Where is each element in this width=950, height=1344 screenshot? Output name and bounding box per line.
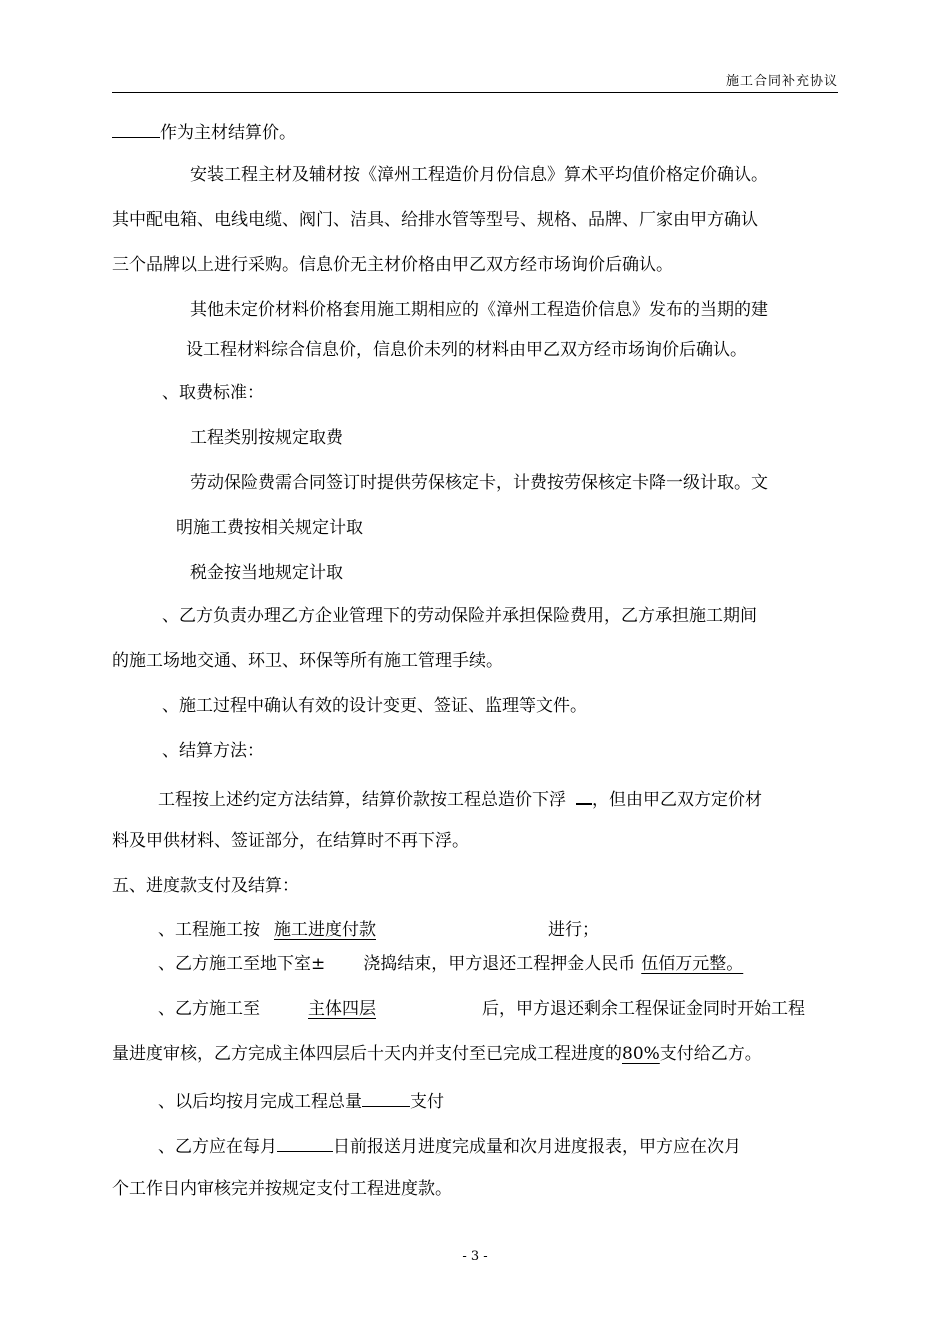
line-progress-review: [112, 1043, 762, 1065]
line-text: ，但由甲乙双方定价材: [592, 790, 762, 810]
line-basement-deposit: [158, 953, 743, 975]
line-fourth-floor-deposit: [158, 998, 805, 1020]
fill-blank: [112, 119, 160, 138]
line-brand-selection: 其中配电箱、电线电缆、阀门、洁具、给排水管等型号、规格、品牌、厂家由甲方确认: [112, 210, 758, 230]
running-header: 施工合同补充协议: [725, 74, 838, 89]
filled-value: 80%: [622, 1044, 660, 1064]
line-review-deadline: 个工作日内审核完并按规定支付工程进度款。: [112, 1179, 452, 1199]
line-text: 进行；: [548, 920, 599, 940]
line-project-category: 工程类别按规定取费: [190, 428, 343, 448]
line-settlement-exclusion: 料及甲供材料、签证部分，在结算时不再下浮。: [112, 831, 469, 851]
fill-blank: [576, 785, 592, 805]
line-tax: 税金按当地规定计取: [190, 563, 343, 583]
line-other-material-cont: 设工程材料综合信息价，信息价未列的材料由甲乙双方经市场询价后确认。: [186, 340, 747, 360]
line-text: 量进度审核，乙方完成主体四层后十天内并支付至已完成工程进度的: [112, 1044, 622, 1064]
line-text: 、工程施工按: [158, 920, 260, 940]
filled-blank: [260, 998, 482, 1020]
line-party-b-insurance: 、乙方负责办理乙方企业管理下的劳动保险并承担保险费用，乙方承担施工期间: [162, 606, 757, 626]
section-fee-standard: 、取费标准：: [162, 383, 264, 403]
line-text: 支付: [410, 1092, 444, 1112]
filled-blank: [260, 919, 548, 941]
header-divider: [112, 92, 838, 93]
filled-value: 伍佰万元整。: [641, 954, 744, 974]
line-other-material: 其他未定价材料价格套用施工期相应的《漳州工程造价信息》发布的当期的建: [190, 300, 768, 320]
line-text: 、乙方施工至地下室±: [158, 954, 326, 974]
line-payment-basis: [158, 919, 599, 941]
line-text: 、以后均按月完成工程总量: [158, 1092, 362, 1112]
section-settlement-method: 、结算方法：: [162, 741, 264, 761]
line-civilized-construction: 明施工费按相关规定计取: [176, 518, 363, 538]
filled-value: 主体四层: [308, 999, 376, 1019]
line-site-procedures: 的施工场地交通、环卫、环保等所有施工管理手续。: [112, 651, 503, 671]
line-settlement-discount: [158, 785, 762, 811]
line-text: 、乙方应在每月: [158, 1137, 277, 1157]
line-monthly-payment: [158, 1088, 444, 1113]
line-text: 支付给乙方。: [659, 1044, 762, 1064]
fill-blank: [362, 1088, 410, 1107]
line-text: 日前报送月进度完成量和次月进度报表，甲方应在次月: [333, 1137, 741, 1157]
line-install-material: 安装工程主材及辅材按《漳州工程造价月份信息》算术平均值价格定价确认。: [190, 165, 768, 185]
page-number: - 3 -: [462, 1249, 488, 1264]
section-progress-payment: 五、进度款支付及结算：: [112, 876, 299, 896]
line-labor-insurance: 劳动保险费需合同签订时提供劳保核定卡，计费按劳保核定卡降一级计取。文: [190, 473, 768, 493]
line-main-material-price: [112, 119, 296, 144]
line-brand-purchase: 三个品牌以上进行采购。信息价无主材价格由甲乙双方经市场询价后确认。: [112, 255, 673, 275]
line-text: 浇捣结束，甲方退还工程押金人民币: [363, 954, 636, 974]
line-design-changes: 、施工过程中确认有效的设计变更、签证、监理等文件。: [162, 696, 587, 716]
fill-blank: [277, 1133, 333, 1152]
line-text: 工程按上述约定方法结算，结算价款按工程总造价下浮: [158, 790, 566, 810]
filled-value: 施工进度付款: [274, 920, 376, 940]
line-text: 后，甲方退还剩余工程保证金同时开始工程: [482, 999, 805, 1019]
line-monthly-report: [158, 1133, 741, 1158]
line-text: 作为主材结算价。: [160, 123, 296, 143]
line-text: 、乙方施工至: [158, 999, 260, 1019]
